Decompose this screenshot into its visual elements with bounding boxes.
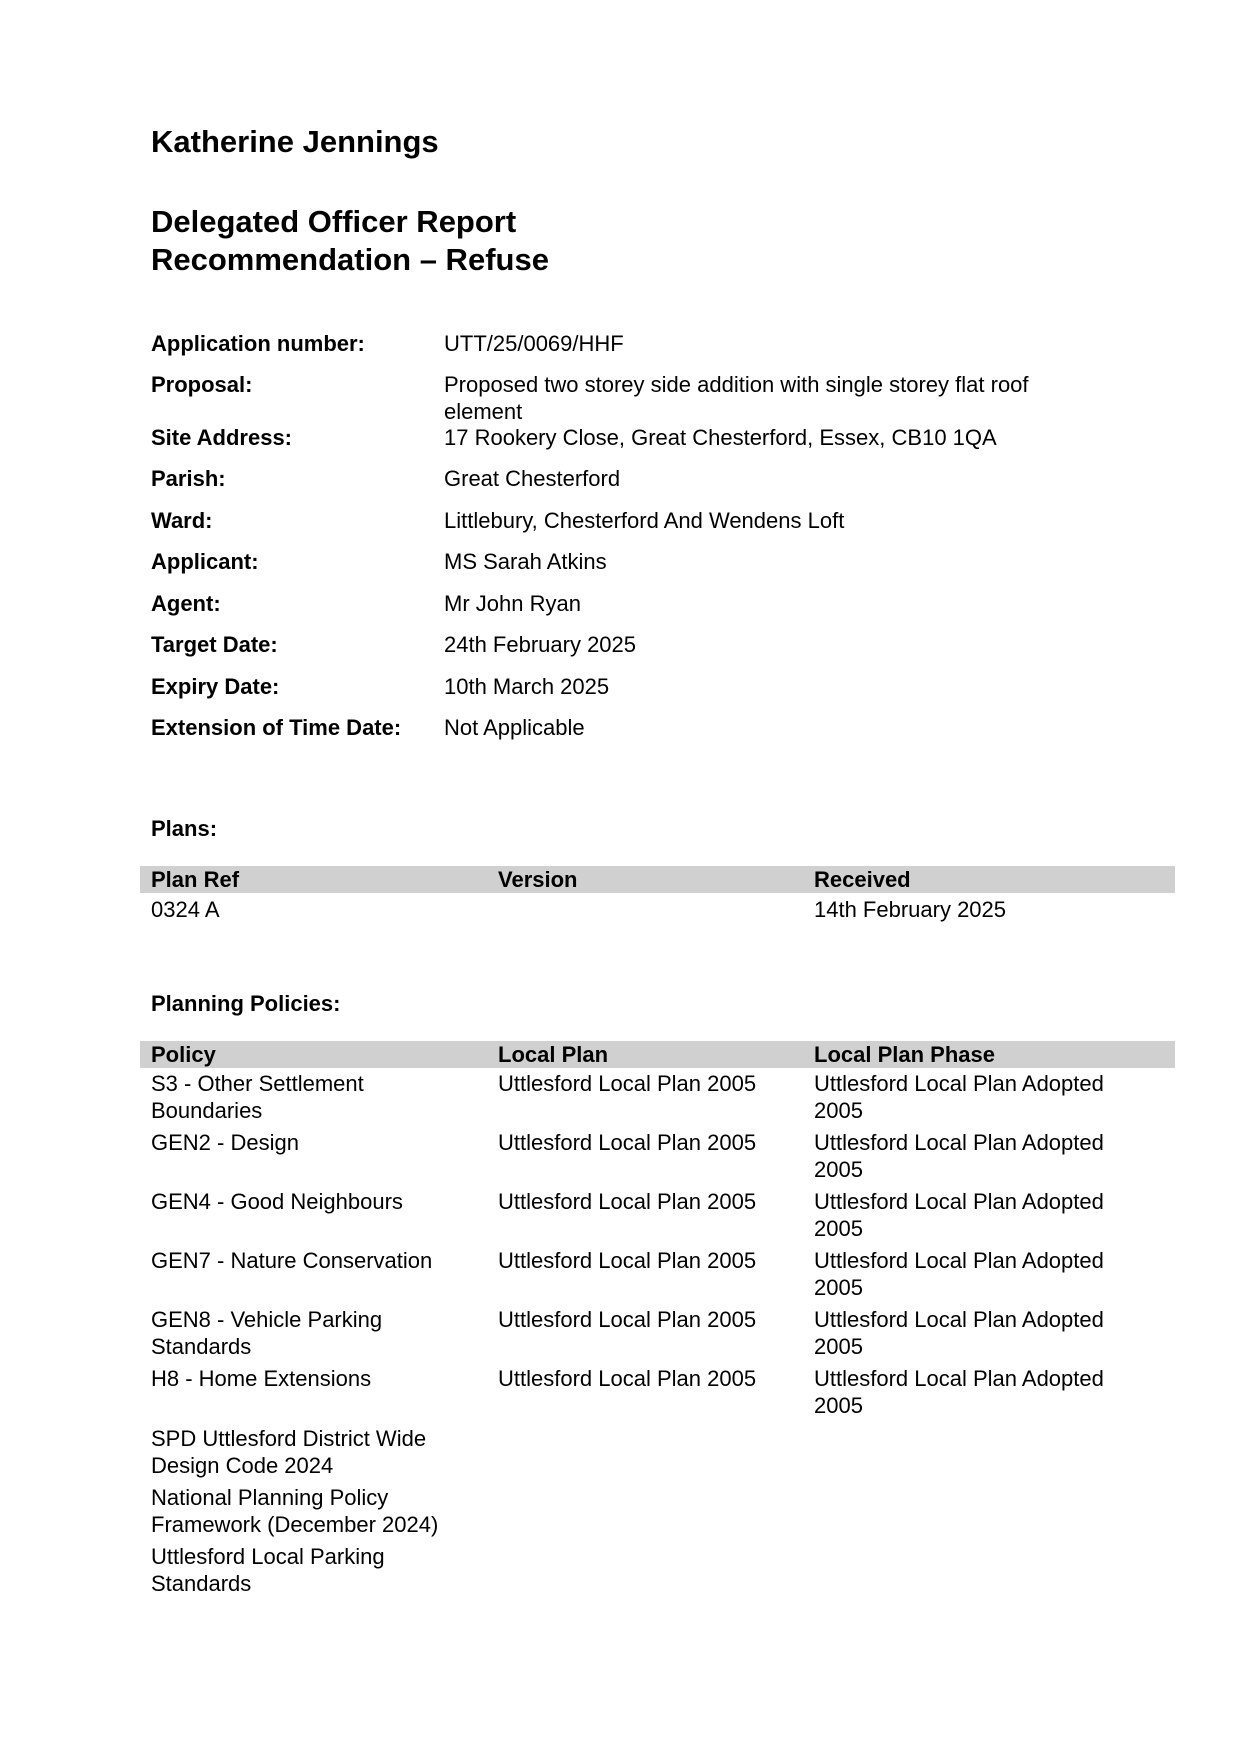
detail-label: Extension of Time Date:	[151, 715, 402, 740]
policy-name: National Planning Policy Framework (December 2024)	[151, 1485, 439, 1537]
plans-header-received: Received	[814, 867, 911, 892]
report-title	[151, 203, 549, 279]
plans-cell: 14th February 2025	[814, 897, 1007, 922]
policies-header-phase: Local Plan Phase	[814, 1042, 995, 1067]
detail-value: 24th February 2025	[444, 632, 637, 657]
policy-name: H8 - Home Extensions	[151, 1366, 372, 1391]
plans-cell: 0324 A	[151, 897, 220, 922]
detail-label: Target Date:	[151, 632, 278, 657]
policy-phase: Uttlesford Local Plan Adopted 2005	[814, 1307, 1104, 1359]
detail-label: Site Address:	[151, 425, 293, 450]
policy-name: SPD Uttlesford District Wide Design Code 2024	[151, 1426, 427, 1478]
policy-phase: Uttlesford Local Plan Adopted 2005	[814, 1366, 1104, 1418]
plans-header-plan-ref: Plan Ref	[151, 867, 240, 892]
detail-value: MS Sarah Atkins	[444, 549, 607, 574]
policy-phase: Uttlesford Local Plan Adopted 2005	[814, 1248, 1104, 1300]
policies-heading: Planning Policies:	[151, 991, 341, 1016]
policy-name: GEN4 - Good Neighbours	[151, 1189, 403, 1214]
policy-phase: Uttlesford Local Plan Adopted 2005	[814, 1130, 1104, 1182]
policies-table-header	[140, 1041, 1175, 1068]
detail-label: Proposal:	[151, 372, 253, 397]
policy-local-plan: Uttlesford Local Plan 2005	[498, 1366, 757, 1391]
policy-phase: Uttlesford Local Plan Adopted 2005	[814, 1071, 1104, 1123]
policy-local-plan: Uttlesford Local Plan 2005	[498, 1248, 757, 1273]
detail-value: UTT/25/0069/HHF	[444, 331, 624, 356]
detail-value: 10th March 2025	[444, 674, 610, 699]
policy-local-plan: Uttlesford Local Plan 2005	[498, 1189, 757, 1214]
policies-header-policy: Policy	[151, 1042, 216, 1067]
detail-value: Proposed two storey side addition with single storey flat roof element	[444, 372, 1029, 424]
detail-label: Parish:	[151, 466, 226, 491]
policy-local-plan: Uttlesford Local Plan 2005	[498, 1130, 757, 1155]
policy-local-plan: Uttlesford Local Plan 2005	[498, 1071, 757, 1096]
policies-header-local-plan: Local Plan	[498, 1042, 609, 1067]
policy-name: S3 - Other Settlement Boundaries	[151, 1071, 364, 1123]
report-title-line-2: Recommendation – Refuse	[151, 242, 549, 277]
detail-label: Agent:	[151, 591, 221, 616]
author-name: Katherine Jennings	[151, 124, 439, 159]
detail-value: Littlebury, Chesterford And Wendens Loft	[444, 508, 845, 533]
plans-table-header	[140, 866, 1175, 893]
plans-header-version: Version	[498, 867, 578, 892]
detail-value: 17 Rookery Close, Great Chesterford, Essex, CB10 1QA	[444, 425, 997, 450]
detail-value: Great Chesterford	[444, 466, 621, 491]
policy-name: GEN2 - Design	[151, 1130, 299, 1155]
policy-local-plan: Uttlesford Local Plan 2005	[498, 1307, 757, 1332]
plans-heading: Plans:	[151, 816, 218, 841]
detail-label: Expiry Date:	[151, 674, 280, 699]
policy-name: Uttlesford Local Parking Standards	[151, 1544, 385, 1596]
detail-label: Application number:	[151, 331, 365, 356]
detail-label: Applicant:	[151, 549, 259, 574]
policy-phase: Uttlesford Local Plan Adopted 2005	[814, 1189, 1104, 1241]
policy-name: GEN7 - Nature Conservation	[151, 1248, 433, 1273]
policy-name: GEN8 - Vehicle Parking Standards	[151, 1307, 383, 1359]
report-title-line-1: Delegated Officer Report	[151, 204, 517, 239]
detail-label: Ward:	[151, 508, 213, 533]
detail-value: Mr John Ryan	[444, 591, 581, 616]
detail-value: Not Applicable	[444, 715, 585, 740]
